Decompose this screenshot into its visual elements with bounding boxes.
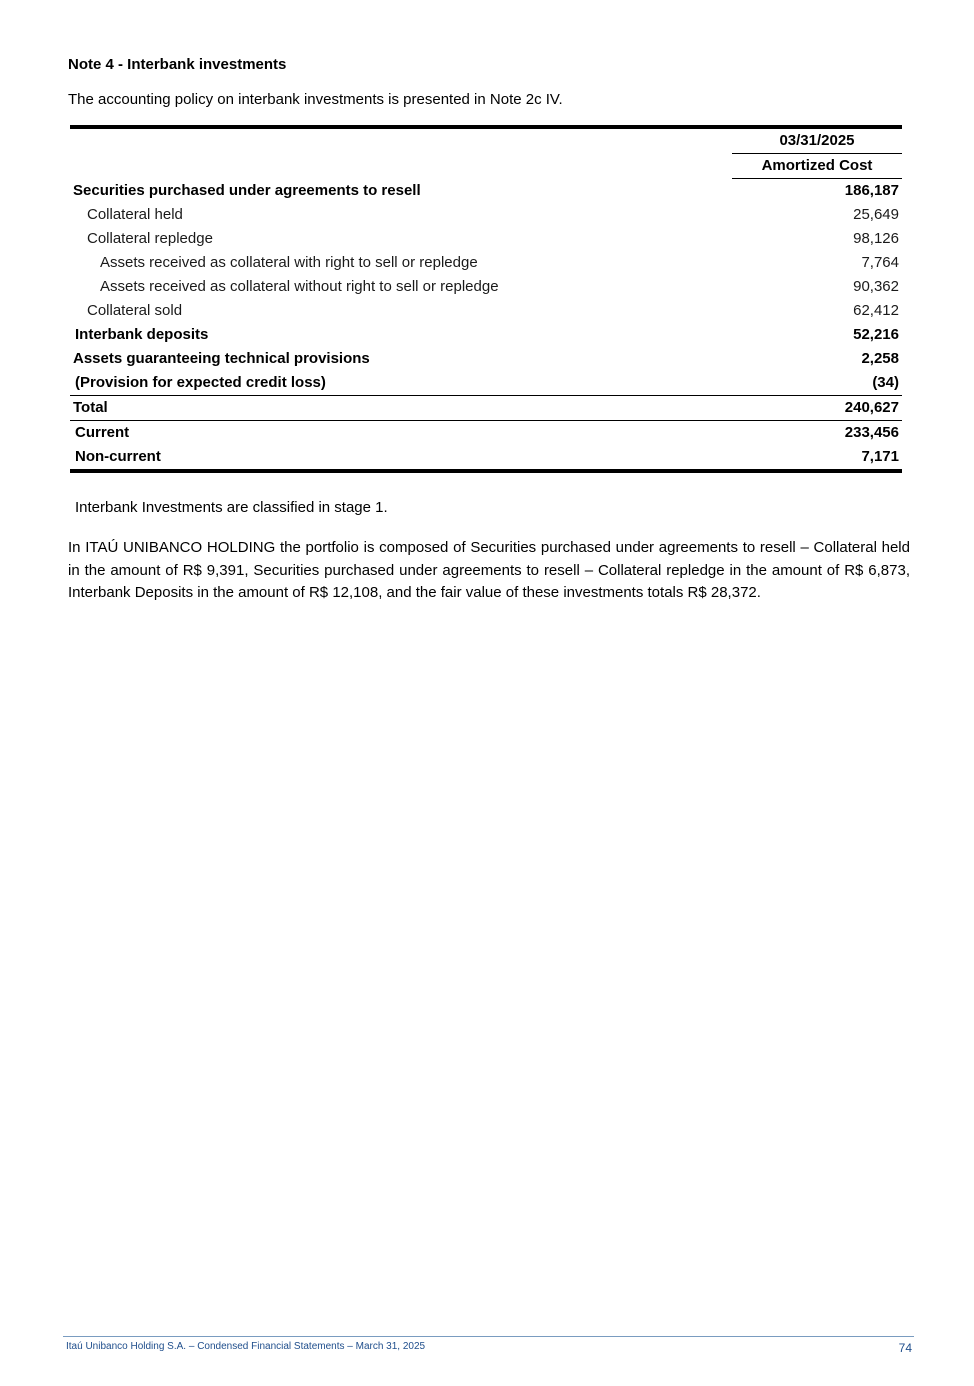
table-row: [70, 179, 902, 204]
row-label: Assets guaranteeing technical provisions: [73, 350, 370, 367]
row-label: Collateral repledge: [87, 230, 213, 247]
row-value: 7,764: [861, 254, 899, 271]
page-number: 74: [898, 1341, 912, 1355]
row-value: 186,187: [844, 182, 899, 199]
row-value: 62,412: [853, 302, 899, 319]
table-row: [70, 251, 902, 275]
header-amortized-cost: Amortized Cost: [732, 154, 902, 179]
row-value: 233,456: [732, 421, 902, 446]
row-label: Assets received as collateral with right to sell or repledge: [100, 254, 478, 271]
row-value: 2,258: [861, 350, 899, 367]
table-row-total: [70, 396, 902, 421]
row-value: 7,171: [861, 448, 899, 465]
row-value: 98,126: [853, 230, 899, 247]
row-label: Securities purchased under agreements to resell: [73, 181, 421, 199]
subheader-blank: [70, 154, 732, 179]
row-value: (34): [872, 374, 899, 391]
footer-text: Itaú Unibanco Holding S.A. – Condensed Financial Statements – March 31, 2025: [66, 1341, 426, 1352]
intro-text: The accounting policy on interbank investments is presented in Note 2c IV.: [68, 91, 563, 108]
row-value: 240,627: [732, 396, 902, 421]
table-subheader-row: [70, 154, 902, 179]
row-label: (Provision for expected credit loss): [75, 374, 326, 391]
row-label: Collateral sold: [87, 302, 183, 319]
row-label: Total: [70, 396, 732, 421]
row-label: Interbank deposits: [75, 326, 209, 343]
row-value: 25,649: [853, 206, 899, 223]
table-row: [70, 347, 902, 371]
table-row: [70, 323, 902, 347]
table-row: [70, 299, 902, 323]
note-title: Note 4 - Interbank investments: [68, 56, 287, 73]
table-row-current: [70, 421, 902, 446]
interbank-investments-table: [70, 125, 902, 473]
portfolio-paragraph: In ITAÚ UNIBANCO HOLDING the portfolio is composed of Securities purchased under agreements to resell – Collateral held in the amount of R$ 9,391, Securities purchased under agreements to resell – Collateral repledge in the amount of R$ 6,873, Interbank Deposits in the amount of R$ 12,108, and the fair value of these investments totals R$ 28,372.: [68, 539, 910, 601]
table-row-non-current: [70, 445, 902, 471]
row-label: Collateral held: [87, 206, 183, 223]
row-label: Current: [70, 421, 732, 446]
row-value: 90,362: [853, 278, 899, 295]
stage-note: Interbank Investments are classified in stage 1.: [75, 499, 388, 516]
table-row: [70, 275, 902, 299]
header-blank: [70, 127, 732, 154]
table-row: [70, 203, 902, 227]
table-row: [70, 371, 902, 396]
table-row: [70, 227, 902, 251]
row-label: Assets received as collateral without right to sell or repledge: [100, 278, 499, 295]
row-label: Non-current: [75, 448, 161, 465]
header-date: 03/31/2025: [732, 127, 902, 154]
table-header-row: [70, 127, 902, 154]
row-value: 52,216: [853, 326, 899, 343]
footer-divider: [63, 1336, 914, 1337]
